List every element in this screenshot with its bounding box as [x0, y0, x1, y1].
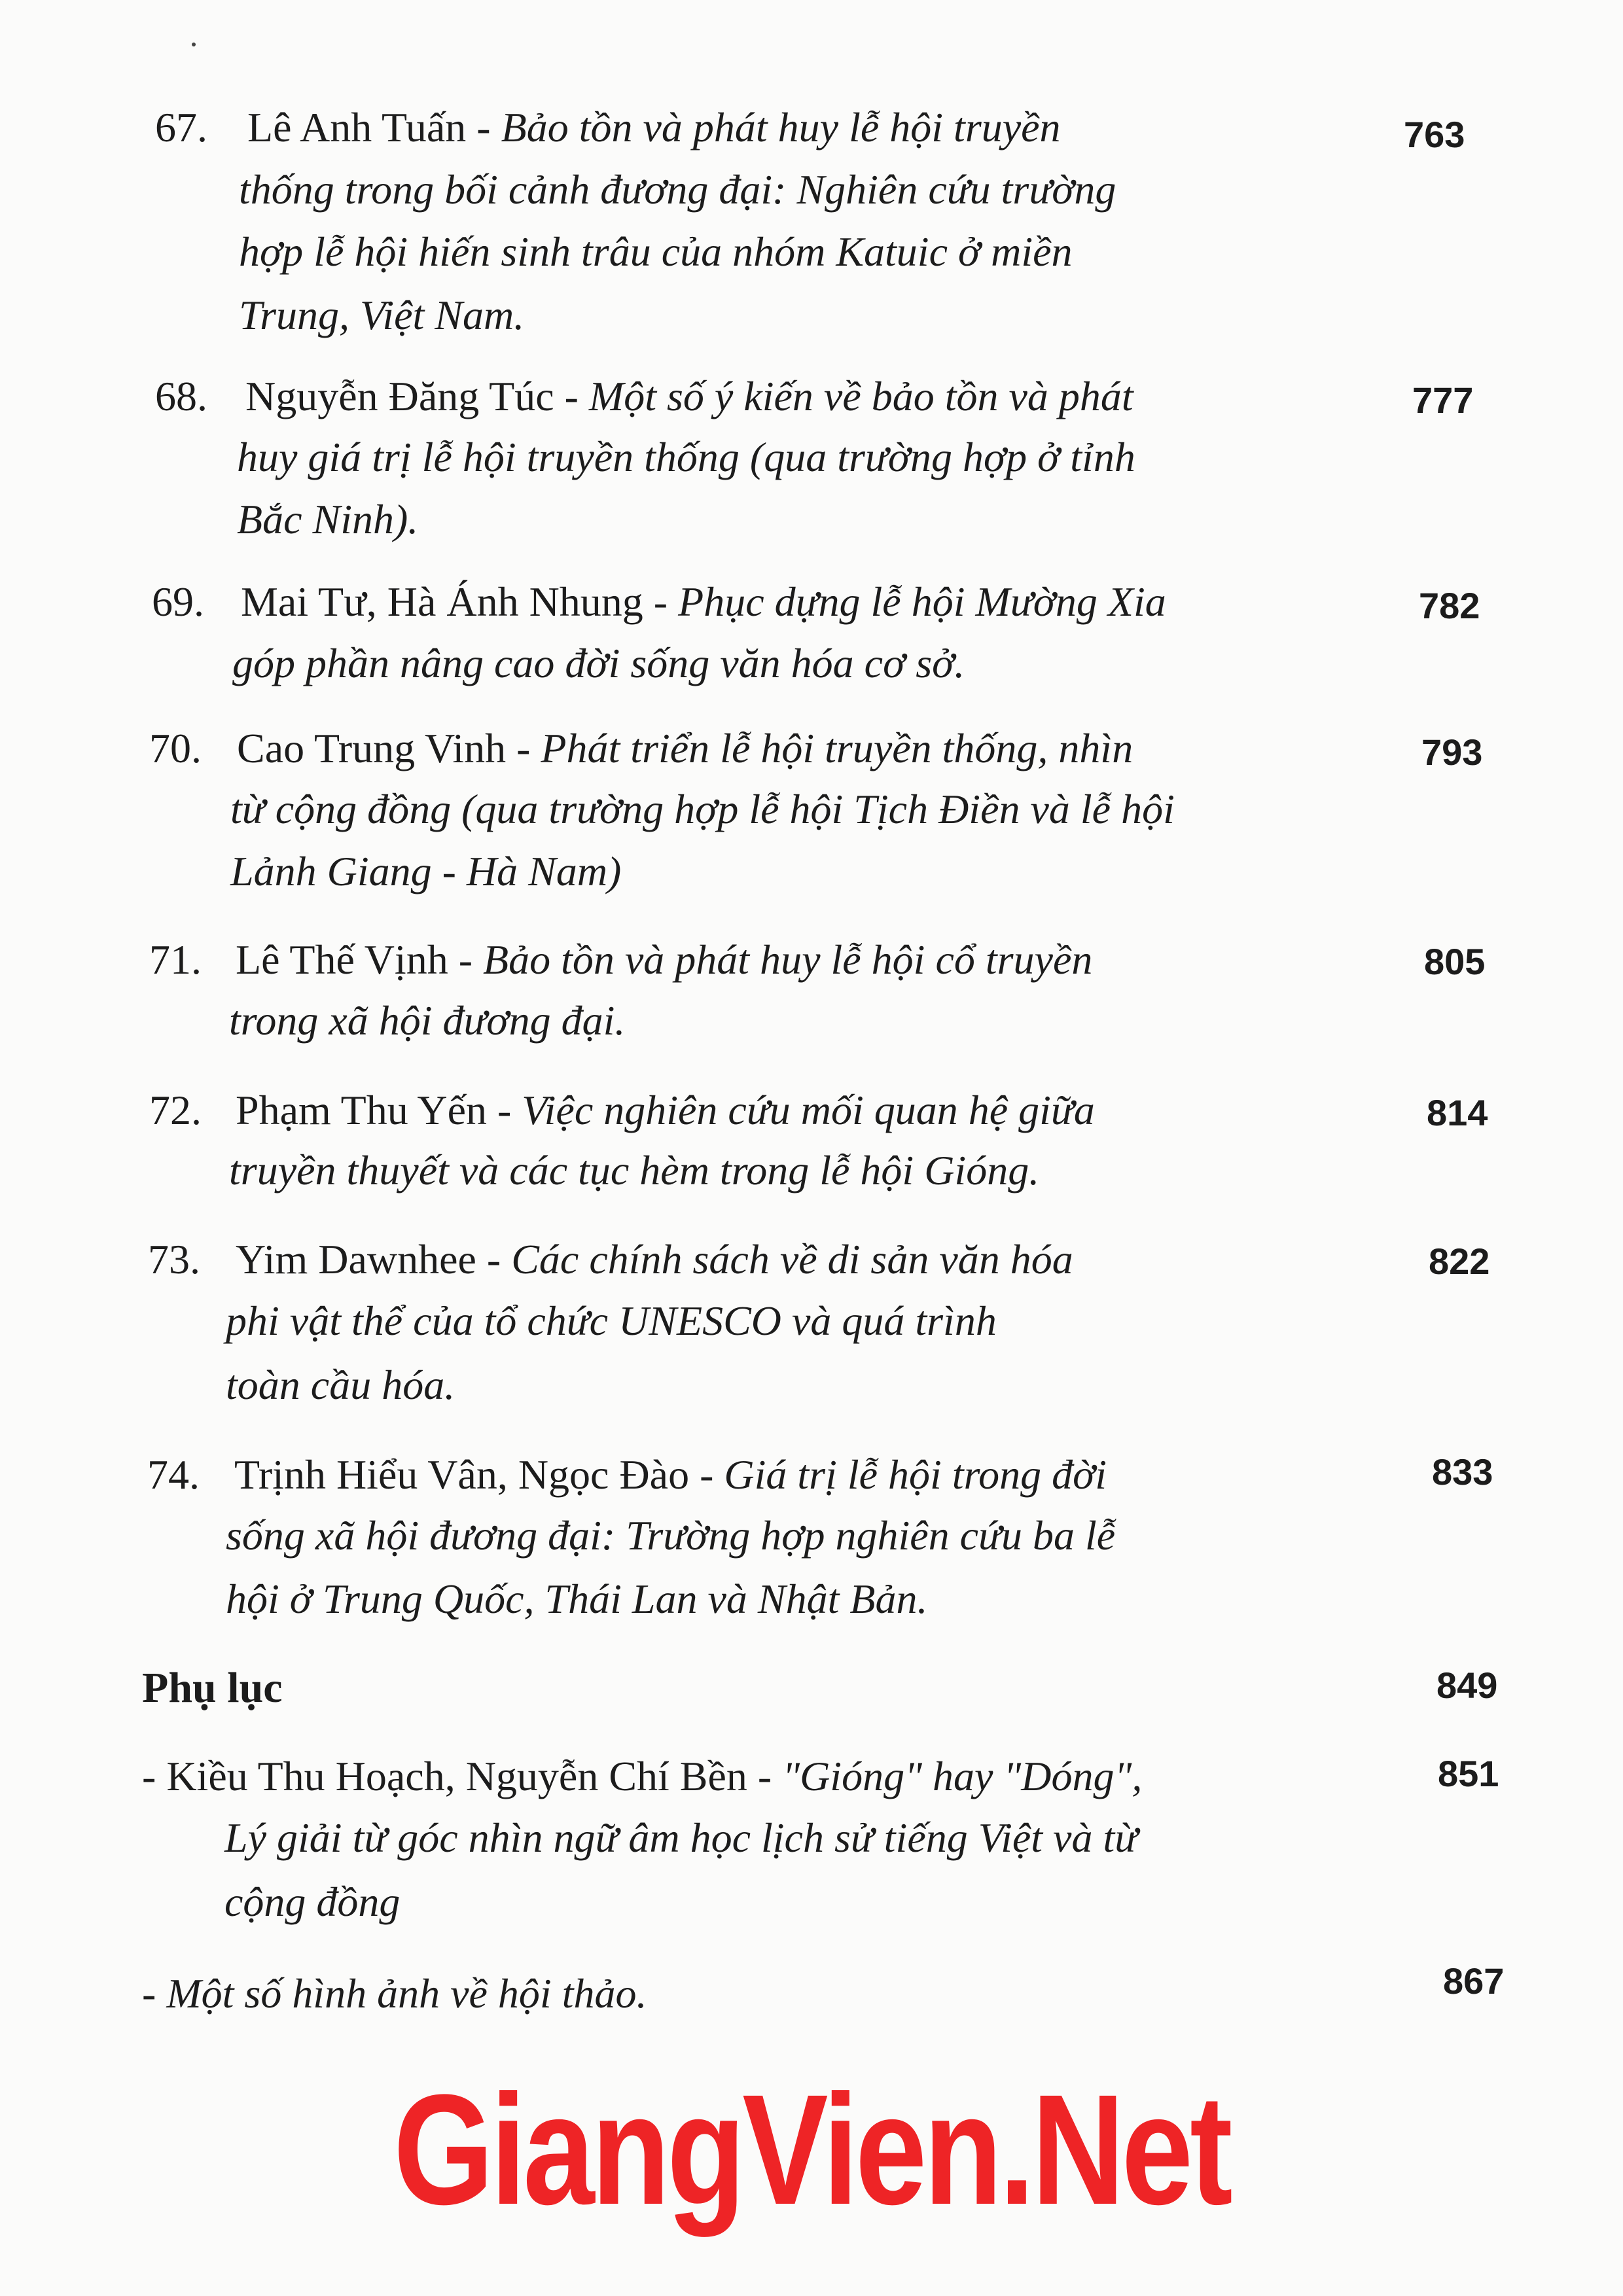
- entry-title-line: từ cộng đồng (qua trường hợp lễ hội Tịch Điền và lễ hội: [230, 786, 1175, 832]
- entry-title-line: Một số ý kiến về bảo tồn và phát: [588, 373, 1133, 419]
- entry-author: Yim Dawnhee: [236, 1236, 476, 1282]
- appendix-item-prefix: - Kiều Thu Hoạch, Nguyễn Chí Bền: [142, 1753, 747, 1799]
- appendix-heading: Phụ lục: [142, 1664, 283, 1712]
- entry-first-line: Trịnh Hiểu Vân, Ngọc Đào - Giá trị lễ hội trong đời: [234, 1451, 1107, 1498]
- appendix-item-prefix: -: [142, 1970, 167, 2017]
- entry-title-line: Bảo tồn và phát huy lễ hội truyền: [501, 104, 1061, 150]
- entry-first-line: Lê Anh Tuấn - Bảo tồn và phát huy lễ hội truyền: [247, 104, 1061, 150]
- appendix-item-page-number: 851: [1438, 1753, 1499, 1794]
- entry-number: 74.: [147, 1451, 200, 1498]
- appendix-item-page-number: 867: [1443, 1960, 1505, 2002]
- entry-page-number: 822: [1429, 1241, 1490, 1282]
- entry-number: 69.: [152, 578, 204, 625]
- entry-first-line: Mai Tư, Hà Ánh Nhung - Phục dựng lễ hội Mường Xia: [241, 578, 1166, 625]
- entry-title-line: toàn cầu hóa.: [226, 1362, 455, 1408]
- entry-author: Lê Thế Vịnh: [236, 936, 448, 983]
- entry-title-line: Phục dựng lễ hội Mường Xia: [678, 578, 1166, 625]
- entry-title-line: Lảnh Giang - Hà Nam): [230, 848, 622, 894]
- entry-page-number: 805: [1424, 941, 1486, 982]
- entry-author: Mai Tư, Hà Ánh Nhung: [241, 578, 643, 625]
- entry-title-line: góp phần nâng cao đời sống văn hóa cơ sở.: [232, 640, 965, 686]
- appendix-item-first-line: [142, 1970, 647, 2017]
- entry-page-number: 833: [1432, 1451, 1493, 1492]
- entry-page-number: 777: [1412, 380, 1474, 421]
- entry-title-line: phi vật thể của tổ chức UNESCO và quá trình: [226, 1298, 997, 1344]
- entry-number: 67.: [155, 104, 207, 150]
- entry-number: 71.: [149, 936, 202, 983]
- entry-first-line: Phạm Thu Yến - Việc nghiên cứu mối quan hệ giữa: [236, 1087, 1095, 1133]
- entry-number: 70.: [149, 725, 202, 771]
- entry-title-line: sống xã hội đương đại: Trường hợp nghiên cứu ba lễ: [226, 1512, 1116, 1559]
- entry-number: 73.: [148, 1236, 200, 1282]
- entry-title-line: Bảo tồn và phát huy lễ hội cổ truyền: [483, 936, 1093, 983]
- entry-title-line: hội ở Trung Quốc, Thái Lan và Nhật Bản.: [226, 1576, 928, 1622]
- appendix-item-title-line: Một số hình ảnh về hội thảo.: [166, 1970, 647, 2017]
- entry-title-line: Bắc Ninh).: [237, 496, 419, 542]
- entry-page-number: 782: [1419, 585, 1480, 626]
- entry-title-line: hợp lễ hội hiến sinh trâu của nhóm Katuic ở miền: [239, 228, 1073, 275]
- entry-page-number: 793: [1421, 732, 1483, 773]
- appendix-page-number: 849: [1436, 1665, 1498, 1706]
- entry-author: Phạm Thu Yến: [236, 1087, 487, 1133]
- entry-title-line: Các chính sách về di sản văn hóa: [511, 1236, 1073, 1282]
- entry-number: 72.: [149, 1087, 202, 1133]
- entry-author: Cao Trung Vinh: [237, 725, 507, 771]
- entry-first-line: Yim Dawnhee - Các chính sách về di sản văn hóa: [236, 1236, 1073, 1282]
- scan-speck: [192, 43, 196, 46]
- entry-first-line: Cao Trung Vinh - Phát triển lễ hội truyền thống, nhìn: [237, 725, 1133, 771]
- entry-title-line: thống trong bối cảnh đương đại: Nghiên cứu trường: [239, 166, 1116, 213]
- appendix-item-first-line: - Kiều Thu Hoạch, Nguyễn Chí Bền - "Gióng" hay "Dóng",: [142, 1753, 1143, 1799]
- entry-author: Lê Anh Tuấn: [247, 104, 467, 150]
- entry-author: Nguyễn Đăng Túc: [245, 373, 554, 419]
- entry-page-number: 763: [1404, 114, 1465, 155]
- appendix-item-title-line: "Gióng" hay "Dóng",: [782, 1753, 1143, 1799]
- watermark-logo: GiangVien.Net: [393, 2062, 1230, 2237]
- entry-title-line: trong xã hội đương đại.: [229, 997, 626, 1044]
- entry-number: 68.: [155, 373, 207, 419]
- appendix-item-title-line: cộng đồng: [224, 1879, 401, 1925]
- entry-title-line: Việc nghiên cứu mối quan hệ giữa: [522, 1087, 1095, 1133]
- appendix-item-title-line: Lý giải từ góc nhìn ngữ âm học lịch sử tiếng Việt và từ: [224, 1814, 1138, 1861]
- entry-title-line: huy giá trị lễ hội truyền thống (qua trường hợp ở tỉnh: [237, 434, 1135, 480]
- entry-title-line: Giá trị lễ hội trong đời: [724, 1451, 1107, 1498]
- entry-first-line: Lê Thế Vịnh - Bảo tồn và phát huy lễ hội cổ truyền: [236, 936, 1093, 983]
- entry-title-line: Trung, Việt Nam.: [239, 292, 525, 338]
- entry-title-line: Phát triển lễ hội truyền thống, nhìn: [541, 725, 1133, 771]
- entry-title-line: truyền thuyết và các tục hèm trong lễ hội Gióng.: [229, 1147, 1040, 1193]
- entry-author: Trịnh Hiểu Vân, Ngọc Đào: [234, 1451, 690, 1498]
- entry-first-line: Nguyễn Đăng Túc - Một số ý kiến về bảo tồn và phát: [245, 373, 1133, 419]
- entry-page-number: 814: [1427, 1092, 1488, 1133]
